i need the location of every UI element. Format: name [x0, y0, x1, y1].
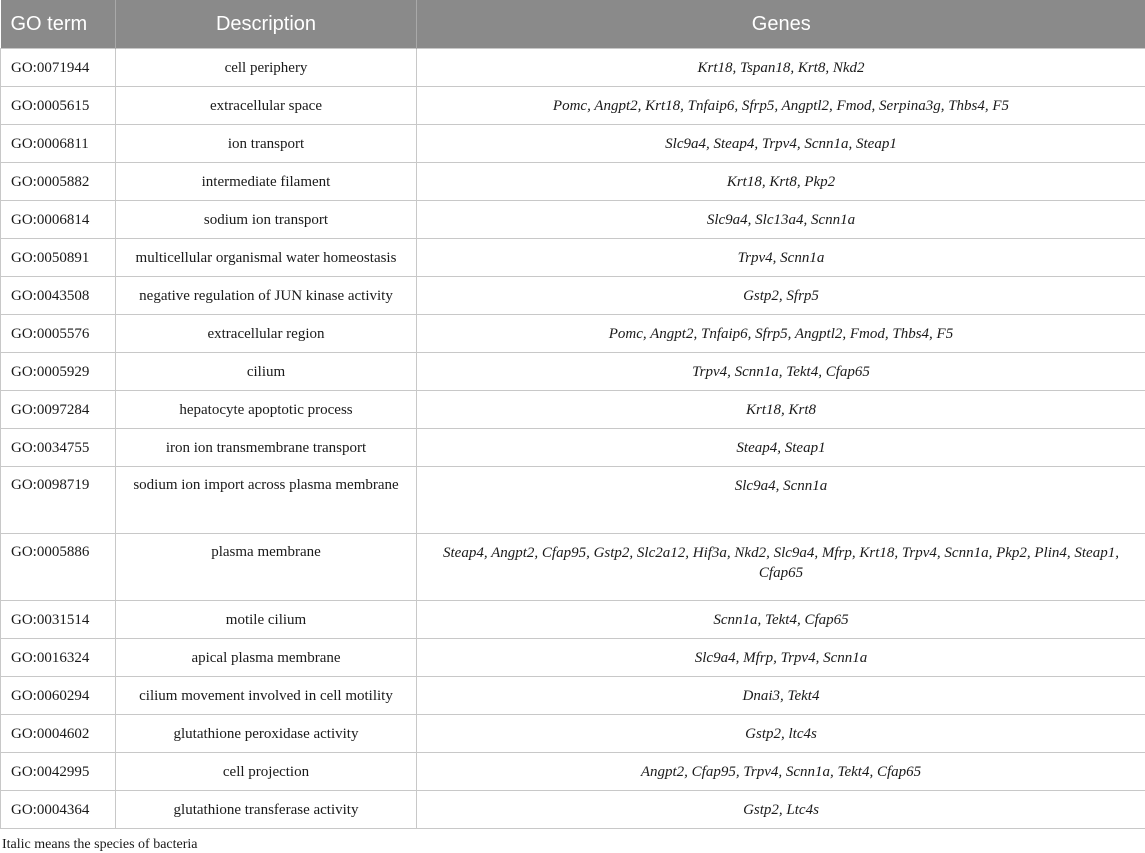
header-row — [1, 0, 1145, 49]
table-row — [1, 601, 1145, 639]
description-cell: glutathione transferase activity — [116, 791, 417, 829]
header-description: Description — [116, 0, 417, 49]
table-row — [1, 639, 1145, 677]
go-term-cell: GO:0034755 — [1, 429, 116, 467]
go-term-cell: GO:0004364 — [1, 791, 116, 829]
description-cell: negative regulation of JUN kinase activity — [116, 277, 417, 315]
table-footnote: Italic means the species of bacteria — [0, 837, 1145, 853]
go-term-cell: GO:0050891 — [1, 239, 116, 277]
header-genes: Genes — [417, 0, 1145, 49]
description-cell: cell periphery — [116, 49, 417, 87]
description-cell: ion transport — [116, 125, 417, 163]
description-cell: multicellular organismal water homeostasis — [116, 239, 417, 277]
table-row — [1, 467, 1145, 534]
go-term-cell: GO:0098719 — [1, 467, 116, 534]
genes-cell: Slc9a4, Scnn1a — [417, 467, 1145, 534]
description-cell: extracellular region — [116, 315, 417, 353]
genes-cell: Angpt2, Cfap95, Trpv4, Scnn1a, Tekt4, Cfap65 — [417, 753, 1145, 791]
table-row — [1, 315, 1145, 353]
genes-cell: Steap4, Angpt2, Cfap95, Gstp2, Slc2a12, Hif3a, Nkd2, Slc9a4, Mfrp, Krt18, Trpv4, Scnn1a, Pkp2, Plin4, Steap1, Cfap65 — [417, 534, 1145, 601]
genes-cell: Gstp2, Sfrp5 — [417, 277, 1145, 315]
table-row — [1, 163, 1145, 201]
genes-cell: Trpv4, Scnn1a — [417, 239, 1145, 277]
go-term-cell: GO:0005886 — [1, 534, 116, 601]
go-term-cell: GO:0005882 — [1, 163, 116, 201]
description-cell: cilium — [116, 353, 417, 391]
table-row — [1, 353, 1145, 391]
genes-cell: Steap4, Steap1 — [417, 429, 1145, 467]
genes-cell: Gstp2, ltc4s — [417, 715, 1145, 753]
table-row — [1, 87, 1145, 125]
header-go-term: GO term — [1, 0, 116, 49]
table-row — [1, 791, 1145, 829]
go-term-cell: GO:0031514 — [1, 601, 116, 639]
genes-cell: Slc9a4, Steap4, Trpv4, Scnn1a, Steap1 — [417, 125, 1145, 163]
description-cell: extracellular space — [116, 87, 417, 125]
genes-cell: Krt18, Krt8, Pkp2 — [417, 163, 1145, 201]
table-row — [1, 677, 1145, 715]
description-cell: apical plasma membrane — [116, 639, 417, 677]
table-row — [1, 753, 1145, 791]
table-row — [1, 429, 1145, 467]
genes-cell: Pomc, Angpt2, Krt18, Tnfaip6, Sfrp5, Angptl2, Fmod, Serpina3g, Thbs4, F5 — [417, 87, 1145, 125]
table-row — [1, 534, 1145, 601]
go-term-cell: GO:0006811 — [1, 125, 116, 163]
table-row — [1, 391, 1145, 429]
genes-cell: Trpv4, Scnn1a, Tekt4, Cfap65 — [417, 353, 1145, 391]
genes-cell: Slc9a4, Mfrp, Trpv4, Scnn1a — [417, 639, 1145, 677]
genes-cell: Slc9a4, Slc13a4, Scnn1a — [417, 201, 1145, 239]
go-term-cell: GO:0060294 — [1, 677, 116, 715]
go-term-cell: GO:0097284 — [1, 391, 116, 429]
description-cell: iron ion transmembrane transport — [116, 429, 417, 467]
go-term-cell: GO:0071944 — [1, 49, 116, 87]
table-row — [1, 49, 1145, 87]
description-cell: hepatocyte apoptotic process — [116, 391, 417, 429]
description-cell: cilium movement involved in cell motility — [116, 677, 417, 715]
genes-cell: Dnai3, Tekt4 — [417, 677, 1145, 715]
genes-cell: Scnn1a, Tekt4, Cfap65 — [417, 601, 1145, 639]
description-cell: sodium ion import across plasma membrane — [116, 467, 417, 534]
go-term-cell: GO:0043508 — [1, 277, 116, 315]
description-cell: motile cilium — [116, 601, 417, 639]
description-cell: plasma membrane — [116, 534, 417, 601]
table-row — [1, 239, 1145, 277]
genes-cell: Krt18, Tspan18, Krt8, Nkd2 — [417, 49, 1145, 87]
go-term-cell: GO:0004602 — [1, 715, 116, 753]
go-term-cell: GO:0005929 — [1, 353, 116, 391]
genes-cell: Gstp2, Ltc4s — [417, 791, 1145, 829]
description-cell: intermediate filament — [116, 163, 417, 201]
go-term-cell: GO:0006814 — [1, 201, 116, 239]
table-body — [1, 49, 1145, 829]
table-row — [1, 277, 1145, 315]
table-row — [1, 125, 1145, 163]
genes-cell: Pomc, Angpt2, Tnfaip6, Sfrp5, Angptl2, Fmod, Thbs4, F5 — [417, 315, 1145, 353]
go-term-cell: GO:0005615 — [1, 87, 116, 125]
description-cell: glutathione peroxidase activity — [116, 715, 417, 753]
table-row — [1, 715, 1145, 753]
description-cell: sodium ion transport — [116, 201, 417, 239]
go-term-cell: GO:0042995 — [1, 753, 116, 791]
description-cell: cell projection — [116, 753, 417, 791]
table-row — [1, 201, 1145, 239]
genes-cell: Krt18, Krt8 — [417, 391, 1145, 429]
go-term-cell: GO:0016324 — [1, 639, 116, 677]
go-term-cell: GO:0005576 — [1, 315, 116, 353]
table-header — [1, 0, 1145, 49]
